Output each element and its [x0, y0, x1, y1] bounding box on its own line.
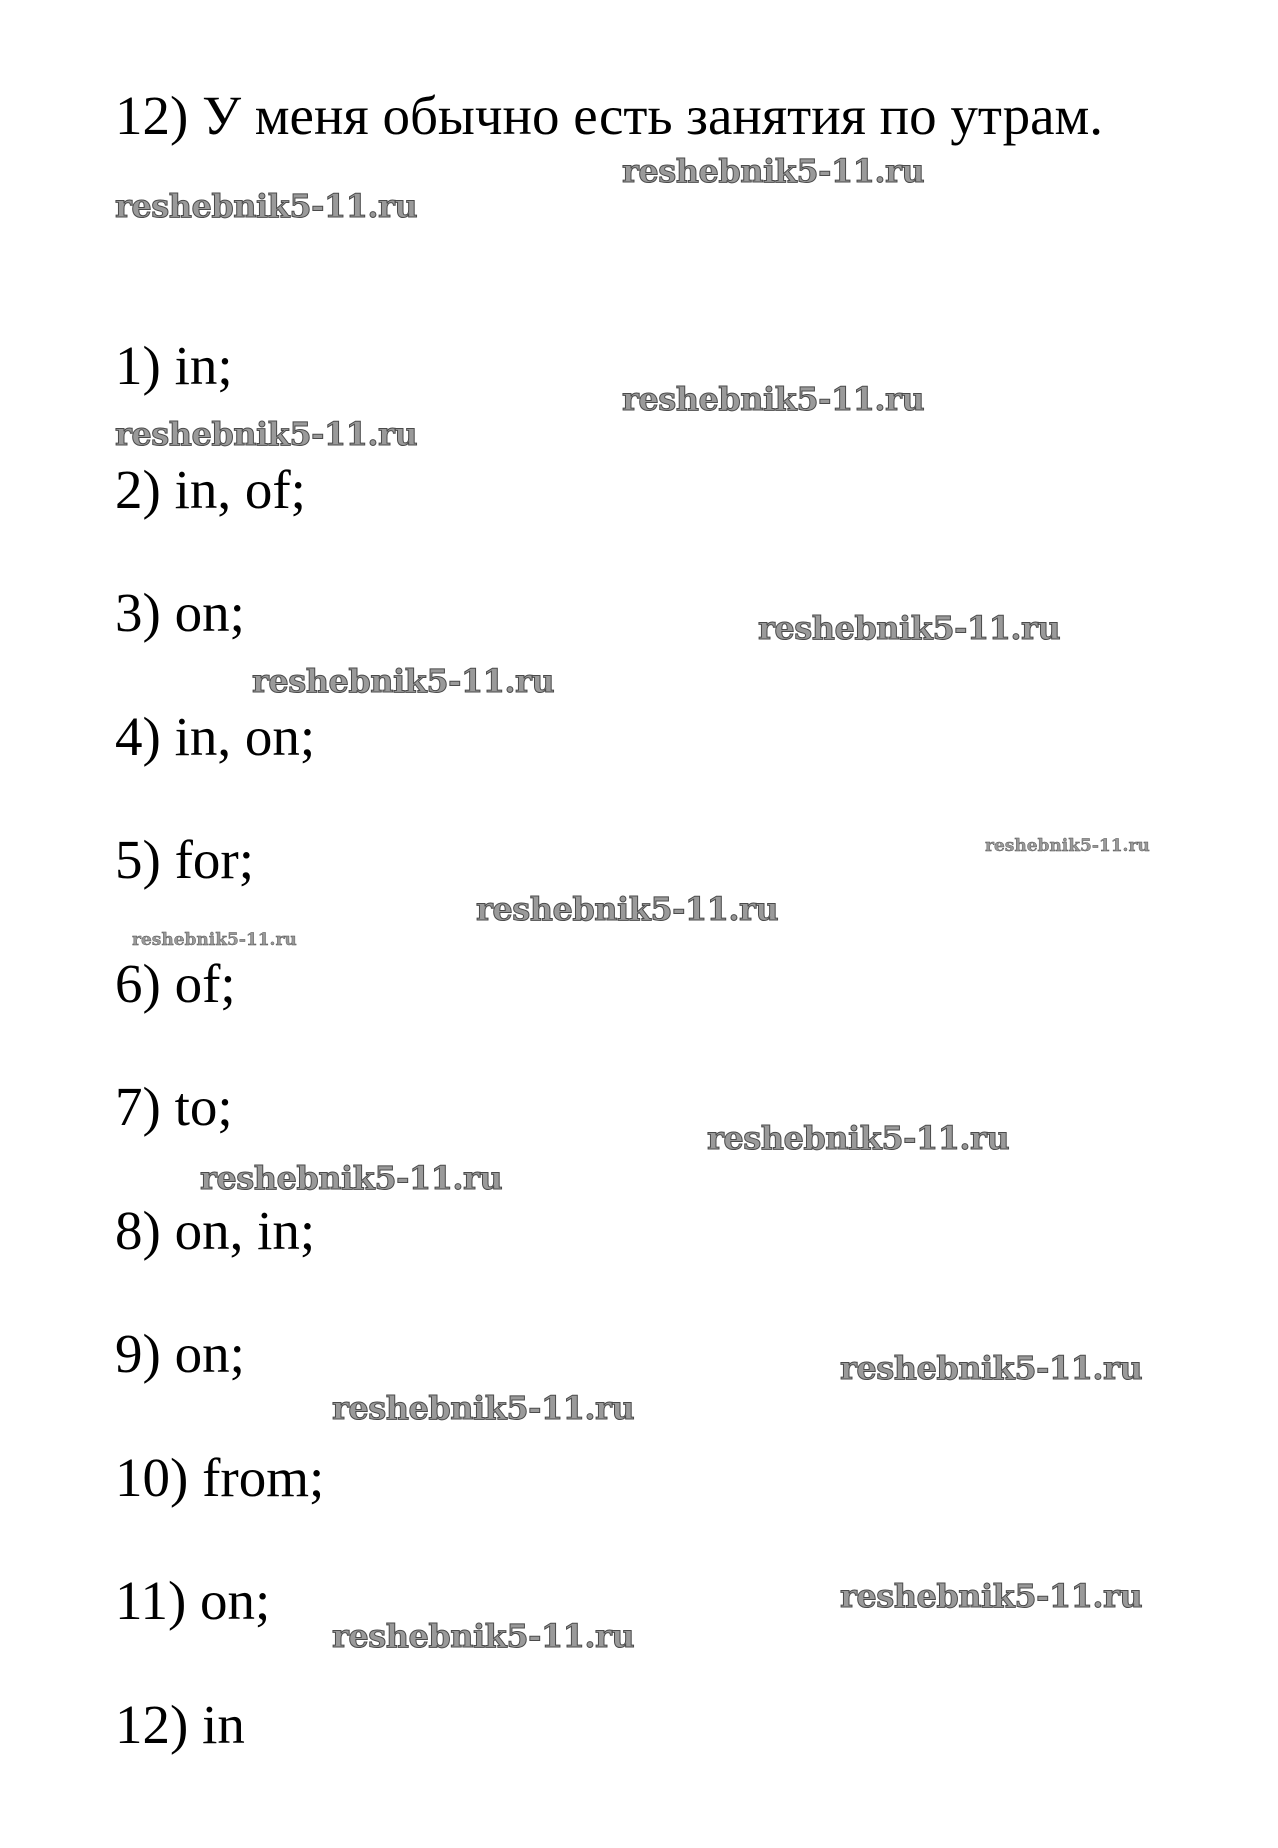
- answer-11: 11) on;: [115, 1570, 271, 1631]
- answer-5: 5) for;: [115, 829, 254, 890]
- watermark: reshebnik5-11.ru: [332, 1389, 635, 1427]
- watermark: reshebnik5-11.ru: [252, 662, 555, 700]
- watermark: reshebnik5-11.ru: [707, 1119, 1010, 1157]
- watermark: reshebnik5-11.ru: [332, 1617, 635, 1655]
- watermark: reshebnik5-11.ru: [115, 415, 418, 453]
- watermark: reshebnik5-11.ru: [840, 1349, 1143, 1387]
- watermark: reshebnik5-11.ru: [622, 380, 925, 418]
- answer-4: 4) in, on;: [115, 706, 316, 767]
- answer-12: 12) in: [115, 1694, 245, 1755]
- watermark: reshebnik5-11.ru: [622, 152, 925, 190]
- answer-1: 1) in;: [115, 335, 233, 396]
- watermark: reshebnik5-11.ru: [758, 609, 1061, 647]
- answer-9: 9) on;: [115, 1323, 245, 1384]
- answer-8: 8) on, in;: [115, 1200, 316, 1261]
- answer-10: 10) from;: [115, 1447, 325, 1508]
- watermark: reshebnik5-11.ru: [476, 890, 779, 928]
- watermark: reshebnik5-11.ru: [115, 187, 418, 225]
- watermark: reshebnik5-11.ru: [132, 930, 297, 950]
- answer-7: 7) to;: [115, 1076, 233, 1137]
- answer-2: 2) in, of;: [115, 459, 306, 520]
- watermark: reshebnik5-11.ru: [840, 1577, 1143, 1615]
- watermark: reshebnik5-11.ru: [985, 836, 1150, 856]
- answer-3: 3) on;: [115, 582, 245, 643]
- answer-6: 6) of;: [115, 953, 236, 1014]
- watermark: reshebnik5-11.ru: [200, 1159, 503, 1197]
- heading: 12) У меня обычно есть занятия по утрам.: [115, 85, 1104, 146]
